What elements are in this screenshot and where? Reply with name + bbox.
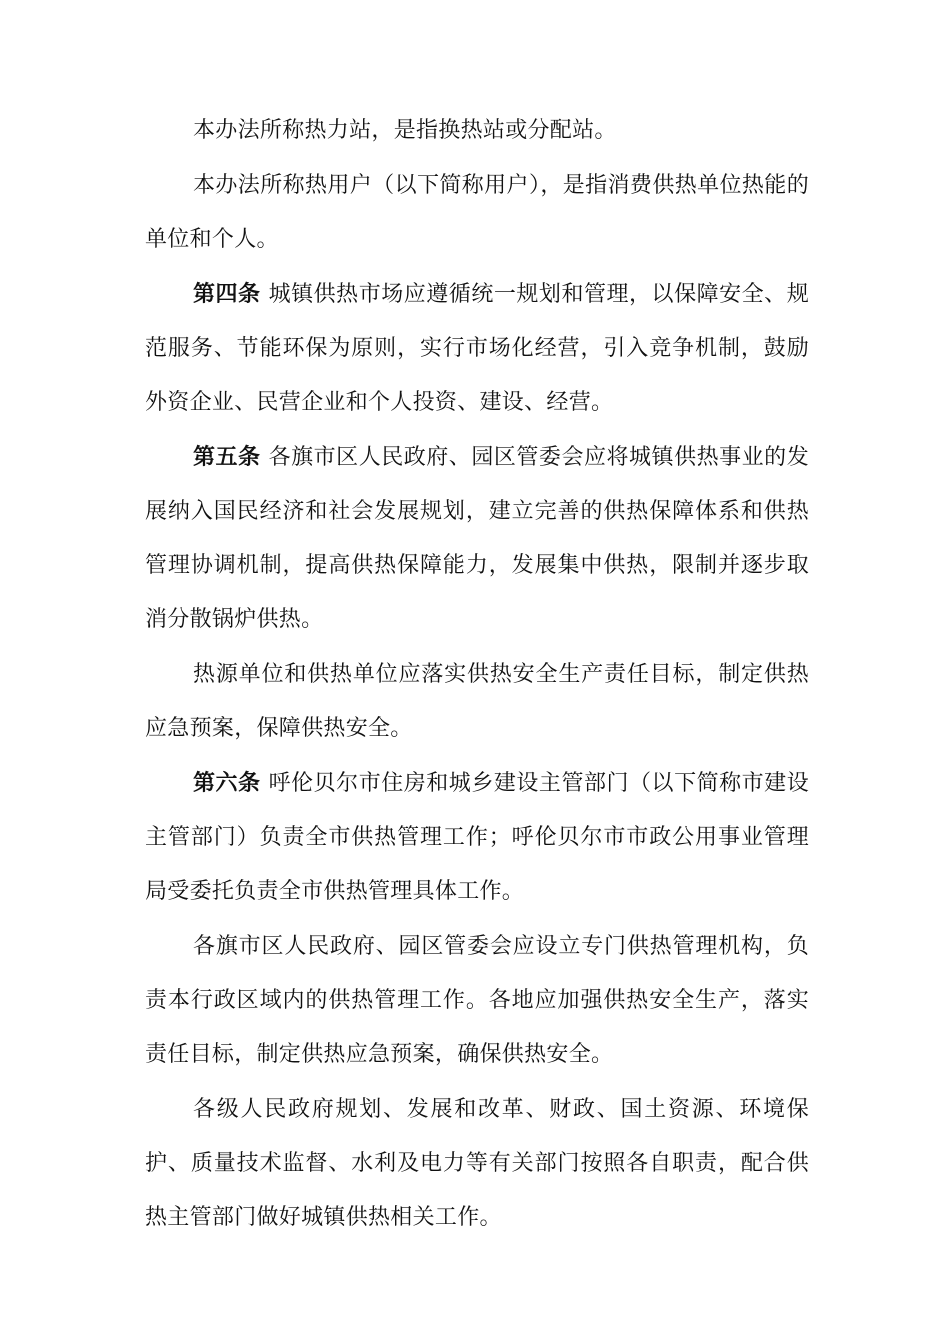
- paragraph-departments: [145, 1083, 809, 1245]
- paragraph-safety-responsibility: [145, 648, 809, 756]
- paragraph-text: 各级人民政府规划、发展和改革、财政、国土资源、环境保护、质量技术监督、水利及电力等有关部门按照各自职责，配合供热主管部门做好城镇供热相关工作。: [145, 1097, 809, 1230]
- paragraph-text: 城镇供热市场应遵循统一规划和管理，以保障安全、规范服务、节能环保为原则，实行市场化经营，引入竞争机制，鼓励外资企业、民营企业和个人投资、建设、经营。: [145, 282, 810, 415]
- article-4: [145, 268, 809, 430]
- document-body: [145, 104, 809, 1245]
- paragraph-text: 各旗市区人民政府、园区管委会应设立专门供热管理机构，负责本行政区域内的供热管理工作。各地应加强供热安全生产，落实责任目标，制定供热应急预案，确保供热安全。: [145, 934, 809, 1067]
- paragraph-heat-station: [145, 104, 809, 158]
- paragraph-heat-user: [145, 159, 809, 267]
- paragraph-text: 本办法所称热用户（以下简称用户），是指消费供热单位热能的单位和个人。: [145, 173, 809, 252]
- article-number: 第五条: [193, 445, 261, 470]
- article-number: 第六条: [193, 771, 261, 796]
- paragraph-text: 本办法所称热力站，是指换热站或分配站。: [193, 118, 617, 143]
- paragraph-text: 热源单位和供热单位应落实供热安全生产责任目标，制定供热应急预案，保障供热安全。: [145, 662, 809, 741]
- article-number: 第四条: [193, 282, 261, 307]
- paragraph-local-agencies: [145, 920, 809, 1082]
- paragraph-text: 呼伦贝尔市住房和城乡建设主管部门（以下简称市建设主管部门）负责全市供热管理工作；呼伦贝尔市市政公用事业管理局受委托负责全市供热管理具体工作。: [145, 771, 810, 904]
- article-6: [145, 757, 809, 919]
- paragraph-text: 各旗市区人民政府、园区管委会应将城镇供热事业的发展纳入国民经济和社会发展规划，建立完善的供热保障体系和供热管理协调机制，提高供热保障能力，发展集中供热，限制并逐步取消分散锅炉供热。: [145, 445, 810, 632]
- article-5: [145, 431, 809, 647]
